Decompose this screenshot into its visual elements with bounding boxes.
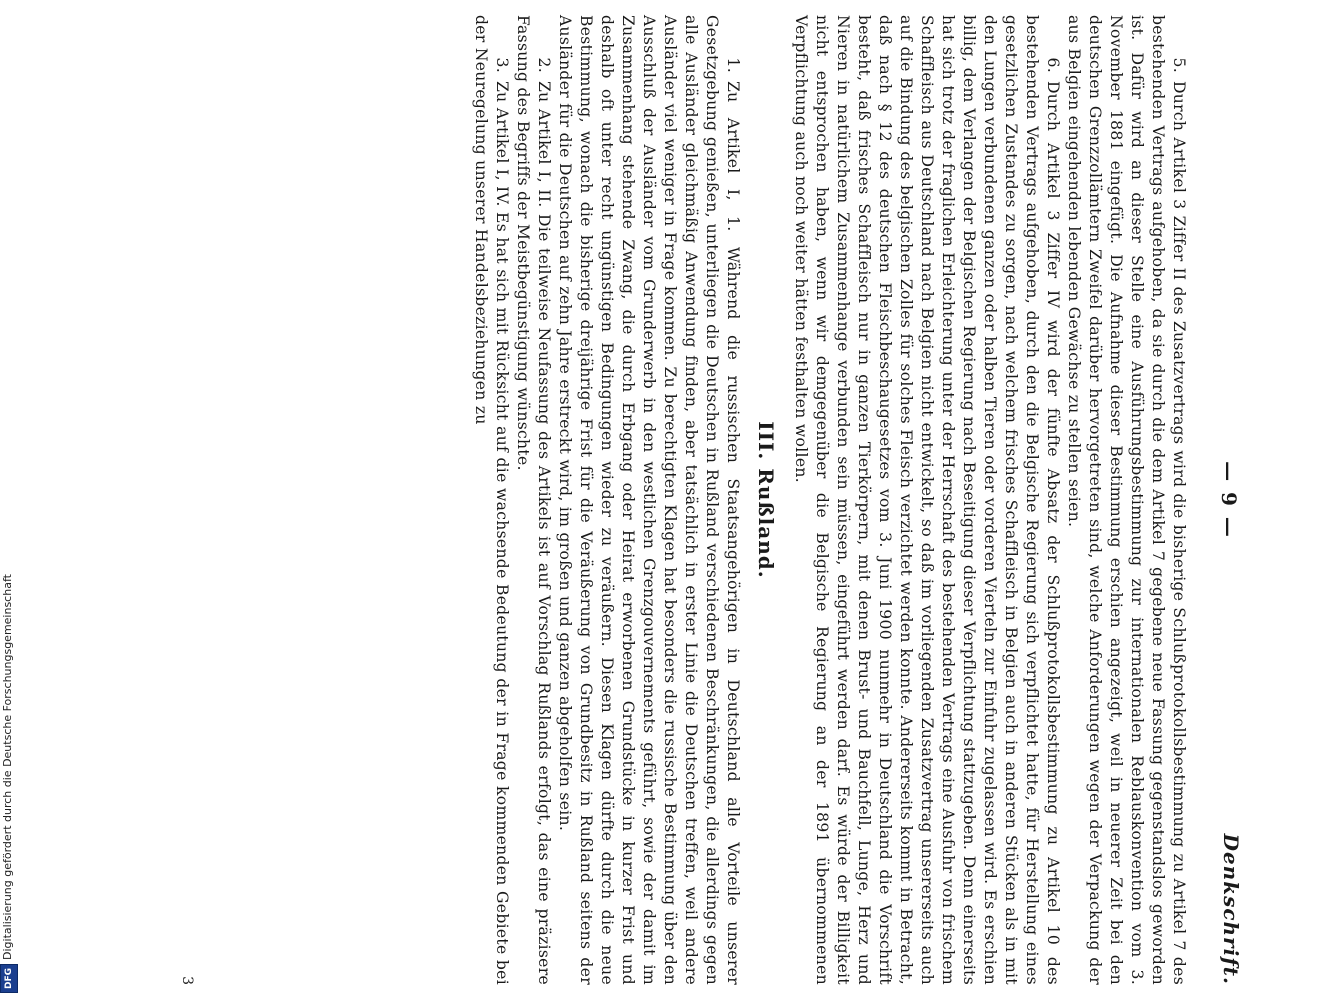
paragraph-number: 6. — [1044, 57, 1062, 73]
paragraph-6 — [790, 15, 1063, 985]
paragraph-text: Zu Artikel I, IV. Es hat sich mit Rücksicht auf die wachsende Bedeutung der in Frage kommenden Gebiete bei der Neuregelung unserer Handelsbeziehungen zu — [472, 15, 511, 985]
digitization-credit — [0, 574, 16, 993]
paragraph-number: 1. — [724, 57, 742, 73]
page-number: — 9 — — [1217, 461, 1241, 539]
paragraph-text: Durch Artikel 3 Ziffer IV wird der fünfte Absatz der Schlußprotokollsbestimmung zu Artikel 10 des bestehenden Vertrags aufgehoben, durch den die Belgische Regierung sich verpflichtet hatte, für Herstellung eines gesetzlichen Zustandes zu sorgen, nach welchem frisches Schaffleisch in Belgien auch in anderen Stücken als in mit den Lungen verbundenen ganzen oder halben Tieren oder vorderen Vierteln zur Einfuhr zugelassen wird. Es erschien billig, dem Verlangen der Belgischen Regierung nach Beseitigung dieser Verpflichtung stattzugeben. Denn einerseits hat sich trotz der fraglichen Erleichterung unter der Herrschaft des bestehenden Vertrags eine Ausfuhr von frischem Schaffleisch aus Deutschland nach Belgien nicht entwickelt, so daß im vorliegenden Zusatzvertrag unsererseits auch auf die Bindung des belgischen Zolles für solches Fleisch verzichtet werden konnte. Andererseits kommt in Betracht, daß nach § 12 des deutschen Fleischbeschaugesetzes vom 3. Juni 1900 nunmehr in Deutschland die Vorschrift besteht, daß frisches Schaffleisch nur in ganzen Tierkörpern, mit denen Brust- und Bauchfell, Lunge, Herz und Nieren in natürlichem Zusammenhange verbunden sein müssen, eingeführt werden darf. Es würde der Billigkeit nicht entsprochen haben, wenn wir demgegenüber die Belgische Regierung an der 1891 übernommenen Verpflichtung auch noch weiter hätten festhalten wollen. — [792, 15, 1062, 985]
paragraph-russia-2 — [512, 15, 554, 985]
page-header — [1205, 15, 1245, 985]
paragraph-russia-1 — [554, 15, 743, 985]
section-heading: III. Rußland. — [754, 421, 778, 579]
credit-text: Digitalisierung gefördert durch die Deutsche Forschungsgemeinschaft — [1, 574, 14, 960]
paragraph-text: Zu Artikel I, 1. Während die russischen Staatsangehörigen in Deutschland alle Vorteile unserer Gesetzgebung genießen, unterliegen die Deutschen in Rußland verschiedenen Beschränkungen, die allerdings gegen alle Ausländer gleichmäßig Anwendung finden, aber tatsächlich in erster Linie die Deutschen treffen, weil andere Ausländer viel weniger in Frage kommen. Zu berechtigten Klagen hat besonders die russische Bestimmung über den Ausschluß der Ausländer vom Grunderwerb in den westlichen Grenzgouvernements geführt, sowie der damit im Zusammenhang stehende Zwang, die durch Erbgang oder Heirat erworbenen Grundstücke in kurzer Frist und deshalb oft unter recht ungünstigen Bedingungen wieder zu veräußern. Diesen Klagen dürfte durch die neue Bestimmung, wonach die bisherige dreijährige Frist für die Veräußerung von Grundbesitz in Rußland seitens der Ausländer für die Deutschen auf zehn Jahre erstreckt wird, im großen und ganzen abgeholfen sein. — [556, 15, 742, 985]
paragraph-5 — [1063, 15, 1189, 985]
document-page — [130, 15, 1245, 985]
paragraph-number: 2. — [535, 57, 553, 73]
body-text — [470, 15, 1189, 985]
paragraph-number: 5. — [1170, 57, 1188, 73]
paragraph-russia-3 — [470, 15, 512, 985]
paragraph-number: 3. — [493, 57, 511, 73]
paragraph-text: Zu Artikel I, II. Die teilweise Neufassung des Artikels ist auf Vorschlag Rußlands erfolgt, das eine präzisere Fassung des Begriffs der Meistbegünstigung wünschte. — [514, 15, 553, 985]
dfg-logo-icon: DFG — [0, 964, 18, 993]
running-title: Denkschrift. — [1219, 833, 1243, 985]
paragraph-text: Durch Artikel 3 Ziffer II des Zusatzvertrags wird die bisherige Schlußprotokollsbestimmung zu Artikel 7 des bestehenden Vertrags aufgehoben, da sie durch die dem Artikel 7 gegebene neue Fassung gegenstandslos geworden ist. Dafür wird an dieser Stelle eine Ausführungsbestimmung zur internationalen Reblauskonvention vom 3. November 1881 eingefügt. Die Aufnahme dieser Bestimmung erschien angezeigt, weil in neuerer Zeit bei den deutschen Grenzzollämtern Zweifel darüber hervorgetreten sind, welche Anforderungen wegen der Verpackung der aus Belgien eingehenden lebenden Gewächse zu stellen seien. — [1065, 15, 1188, 985]
signature-mark: 3 — [179, 976, 195, 985]
